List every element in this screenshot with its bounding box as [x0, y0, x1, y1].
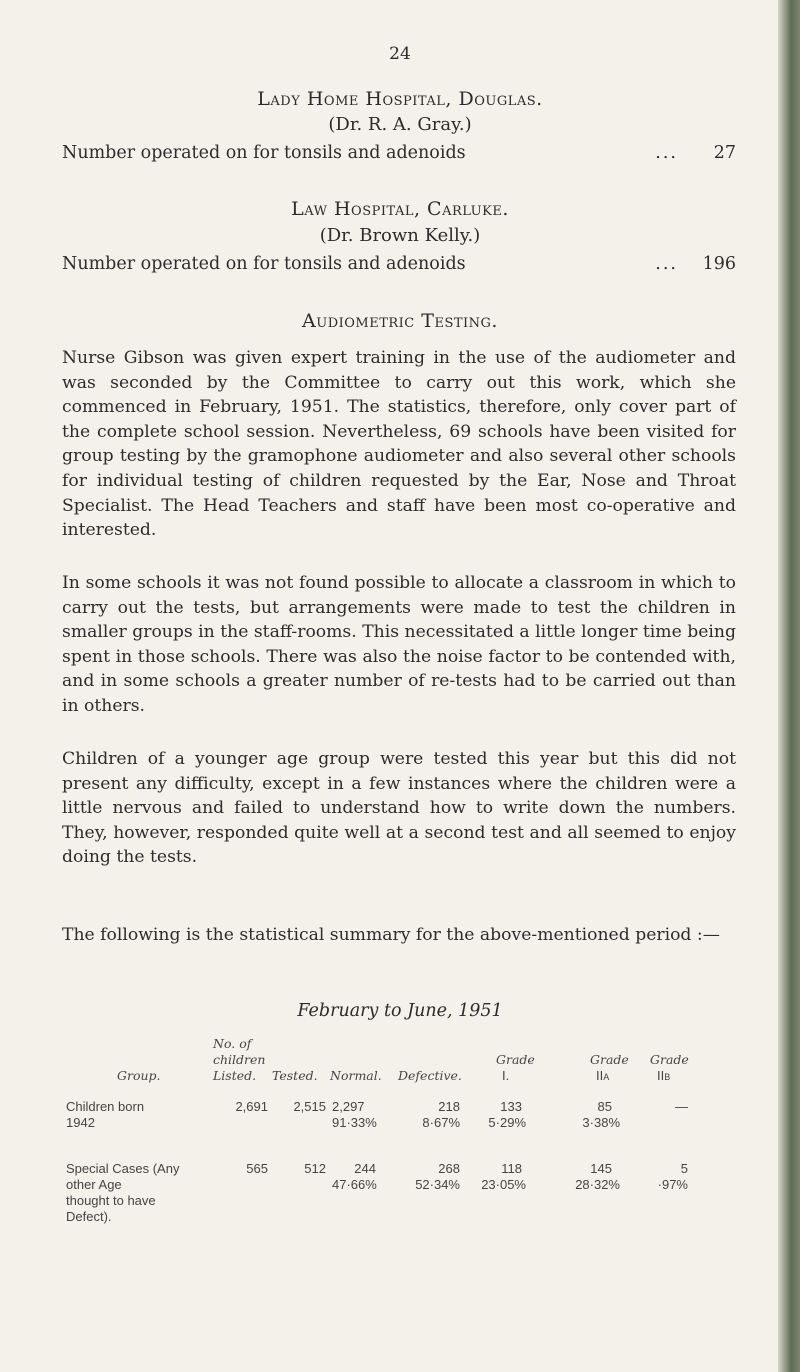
cell-grade1-pct: 23·05% [481, 1177, 526, 1192]
cell-grade2a: 145 [590, 1161, 612, 1176]
cell-listed: 2,691 [235, 1099, 268, 1114]
cell-defective-pct: 52·34% [415, 1177, 460, 1192]
cell-grade1: 118 [501, 1161, 522, 1176]
cell-normal-pct: 47·66% [332, 1177, 377, 1192]
operations-label: Number operated on for tonsils and adenoids [62, 254, 466, 274]
paragraph-1: Nurse Gibson was given expert training in the use of the audiometer and was seconded by the Committee to carry out this work, which she commenced in February, 1951. The statistics, therefore, only cover part of the complete school session. Nevertheless, 69 schools have been visited for group testing by the gramophone audiometer and also several other schools for individual testing of children requested by the Ear, Nose and Throat Specialist. The Head Teachers and staff have been most co-operative and interested. [62, 348, 736, 541]
row-group-line: Children born [66, 1099, 145, 1114]
leader-dots: ... [655, 143, 678, 163]
cell-grade2a-pct: 28·32% [575, 1177, 620, 1192]
header-tested: Tested. [272, 1068, 318, 1083]
header-children: children [213, 1052, 266, 1067]
header-grade1-label: Grade [496, 1052, 535, 1067]
cell-grade1: 133 [500, 1099, 522, 1114]
cell-defective-pct: 8·67% [422, 1115, 460, 1130]
table-title: February to June, 1951 [297, 1001, 503, 1021]
cell-defective: 268 [438, 1161, 460, 1176]
paragraph-4: The following is the statistical summary for the above-mentioned period :— [62, 925, 720, 945]
cell-normal-pct: 91·33% [332, 1115, 377, 1130]
header-group: Group. [117, 1068, 161, 1083]
cell-grade2a: 85 [597, 1099, 612, 1114]
header-grade2b-label: Grade [650, 1052, 689, 1067]
row-group-line: thought to have [66, 1193, 156, 1208]
header-grade2b-number: IIb [657, 1068, 671, 1083]
cell-grade2b-pct: ·97% [657, 1177, 688, 1192]
cell-tested: 512 [304, 1161, 326, 1176]
operations-count: 196 [702, 254, 736, 274]
operations-count: 27 [713, 143, 736, 163]
operations-line-lady-home [62, 143, 736, 163]
header-grade2a-label: Grade [590, 1052, 629, 1067]
header-normal: Normal. [330, 1068, 382, 1083]
cell-grade2b: — [675, 1099, 688, 1114]
operations-line-law [62, 254, 736, 274]
header-no-of: No. of [213, 1036, 252, 1051]
cell-grade2b: 5 [680, 1161, 688, 1176]
page-number: 24 [389, 44, 411, 64]
operations-label: Number operated on for tonsils and adenoids [62, 143, 466, 163]
row-group-line: Defect). [66, 1209, 112, 1224]
row-group-line: 1942 [66, 1115, 95, 1130]
paragraph-2: In some schools it was not found possible to allocate a classroom in which to carry out the tests, but arrangements were made to test the children in smaller groups in the staff-rooms. This necessitated a little longer time being spent in those schools. There was also the noise factor to be contended with, and in some schools a greater number of re-tests had to be carried out than in others. [62, 573, 736, 716]
hospital-title-lady-home: Lady Home Hospital, Douglas. [257, 88, 543, 110]
cell-tested: 2,515 [293, 1099, 326, 1114]
header-grade2a-number: IIa [596, 1068, 610, 1083]
cell-normal: 2,297 [332, 1099, 365, 1114]
row-group-line: Special Cases (Any [66, 1161, 180, 1176]
paragraph-3: Children of a younger age group were tested this year but this did not present any difficulty, except in a few instances where the children were a little nervous and failed to understand how to write down the numbers. They, however, responded quite well at a second test and all seemed to enjoy doing the tests. [62, 749, 736, 868]
header-listed: Listed. [213, 1068, 257, 1083]
leader-dots: ... [655, 254, 678, 274]
row-group-line: other Age [66, 1177, 122, 1192]
hospital-doctor-law: (Dr. Brown Kelly.) [319, 225, 481, 246]
cell-grade1-pct: 5·29% [488, 1115, 526, 1130]
header-defective: Defective. [398, 1068, 462, 1083]
cell-listed: 565 [246, 1161, 268, 1176]
cell-grade2a-pct: 3·38% [582, 1115, 620, 1130]
cell-normal: 244 [354, 1161, 376, 1176]
cell-defective: 218 [438, 1099, 460, 1114]
header-grade1-number: I. [502, 1068, 510, 1083]
section-heading-audiometric: Audiometric Testing. [302, 310, 498, 332]
hospital-doctor-lady-home: (Dr. R. A. Gray.) [328, 114, 472, 135]
hospital-title-law: Law Hospital, Carluke. [291, 198, 509, 220]
